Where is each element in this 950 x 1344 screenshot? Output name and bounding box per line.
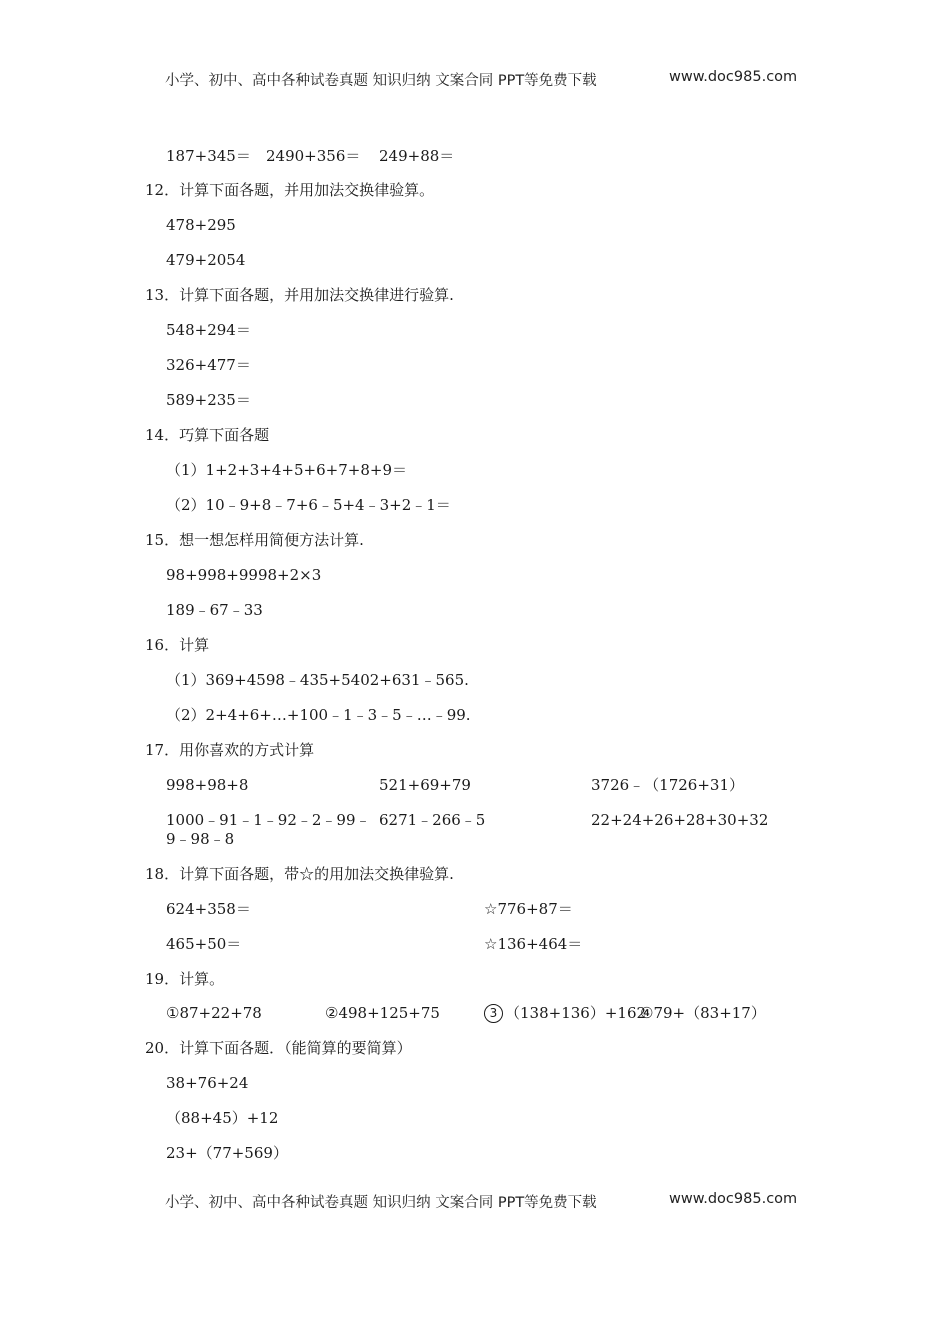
question-13-item-3: 589+235＝ <box>166 391 251 409</box>
question-17-row2-col1: 1000﹣91﹣1﹣92﹣2﹣99﹣ <box>166 811 371 829</box>
question-19-item-2: ②498+125+75 <box>325 1004 440 1022</box>
question-14-item-1: （1）1+2+3+4+5+6+7+8+9＝ <box>166 461 407 479</box>
question-12-item-1: 478+295 <box>166 216 236 234</box>
question-20-item-2: （88+45）+12 <box>166 1109 279 1127</box>
question-17-row1-col3: 3726﹣（1726+31） <box>591 776 745 794</box>
question-17-row2-col2: 6271﹣266﹣5 <box>379 811 486 829</box>
question-18-item-4: ☆136+464＝ <box>484 935 583 953</box>
question-17-row1-col1: 998+98+8 <box>166 776 249 794</box>
question-13-title: 13．计算下面各题，并用加法交换律进行验算. <box>145 286 454 304</box>
page-header <box>165 69 805 90</box>
question-17-row2-col3: 22+24+26+28+30+32 <box>591 811 769 829</box>
question-18-title: 18．计算下面各题，带☆的用加法交换律验算. <box>145 865 454 883</box>
question-14-item-2: （2）10﹣9+8﹣7+6﹣5+4﹣3+2﹣1＝ <box>166 496 451 514</box>
footer-tagline: 小学、初中、高中各种试卷真题 知识归纳 文案合同 PPT等免费下载 <box>165 1195 597 1211</box>
question-19-item-1: ①87+22+78 <box>166 1004 262 1022</box>
question-15-item-2: 189﹣67﹣33 <box>166 601 263 619</box>
question-13-item-1: 548+294＝ <box>166 321 251 339</box>
question-19-item-3-text: （138+136）+162 <box>505 1004 647 1022</box>
question-12-item-2: 479+2054 <box>166 251 246 269</box>
carryover-item-2: 2490+356＝ <box>266 147 361 165</box>
page-footer <box>165 1191 805 1212</box>
question-15-item-1: 98+998+9998+2×3 <box>166 566 322 584</box>
question-18-item-1: 624+358＝ <box>166 900 251 918</box>
question-18-item-3: 465+50＝ <box>166 935 242 953</box>
question-19-title: 19．计算。 <box>145 970 225 988</box>
question-20-item-3: 23+（77+569） <box>166 1144 288 1162</box>
footer-site-link[interactable]: www.doc985.com <box>669 1191 798 1207</box>
header-site-link[interactable]: www.doc985.com <box>669 69 798 85</box>
question-19-item-4: ④79+（83+17） <box>640 1004 766 1022</box>
question-14-title: 14．巧算下面各题 <box>145 426 270 444</box>
question-19-item-3 <box>484 1003 646 1023</box>
question-17-row1-col2: 521+69+79 <box>379 776 471 794</box>
header-tagline: 小学、初中、高中各种试卷真题 知识归纳 文案合同 PPT等免费下载 <box>165 73 597 89</box>
circled-number-three: 3 <box>484 1004 503 1023</box>
question-16-item-2: （2）2+4+6+…+100﹣1﹣3﹣5﹣…﹣99. <box>166 706 471 724</box>
question-16-item-1: （1）369+4598﹣435+5402+631﹣565. <box>166 671 469 689</box>
question-20-title: 20．计算下面各题．（能简算的要简算） <box>145 1039 412 1057</box>
question-15-title: 15．想一想怎样用简便方法计算. <box>145 531 364 549</box>
carryover-item-1: 187+345＝ <box>166 147 251 165</box>
question-13-item-2: 326+477＝ <box>166 356 251 374</box>
question-18-item-2: ☆776+87＝ <box>484 900 573 918</box>
question-20-item-1: 38+76+24 <box>166 1074 249 1092</box>
carryover-item-3: 249+88＝ <box>379 147 455 165</box>
question-17-title: 17．用你喜欢的方式计算 <box>145 741 315 759</box>
question-16-title: 16．计算 <box>145 636 210 654</box>
question-17-row2-col1-continued: 9﹣98﹣8 <box>166 830 235 848</box>
question-12-title: 12．计算下面各题，并用加法交换律验算。 <box>145 181 435 199</box>
